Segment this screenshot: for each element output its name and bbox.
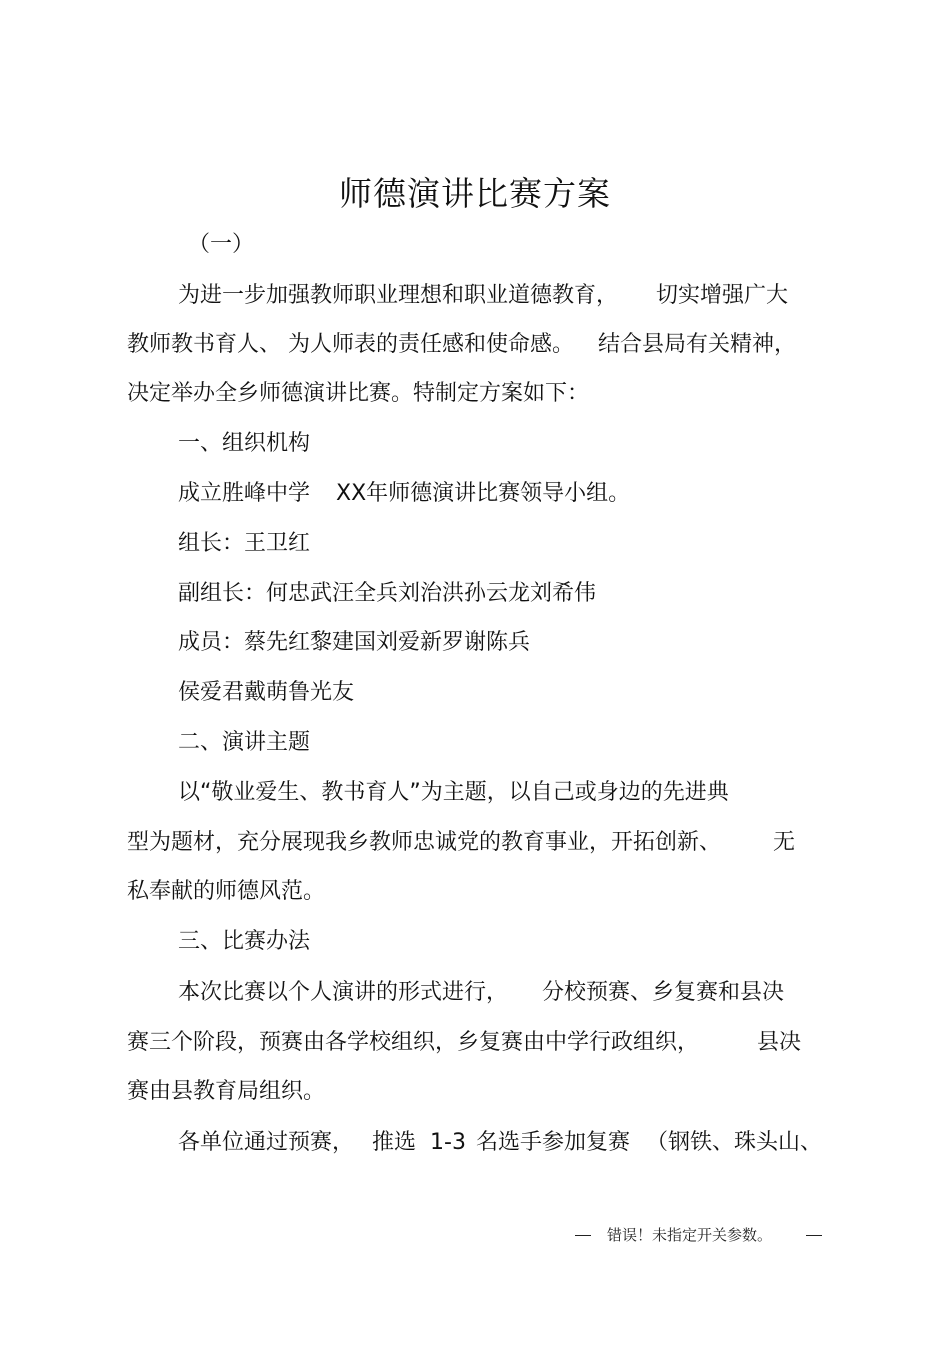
selection-paragraph-line: 各单位通过预赛， 推选 1-3 名选手参加复赛 （钢铁、珠头山、 <box>178 1130 822 1155</box>
theme-paragraph-line-2: 型为题材，充分展现我乡教师忠诚党的教育事业，开拓创新、 无 <box>127 830 796 855</box>
method-paragraph-line-3: 赛由县教育局组织。 <box>127 1079 326 1104</box>
footer-text: 错误！未指定开关参数。 <box>607 1226 773 1244</box>
section-heading-theme: 二、演讲主题 <box>178 730 311 755</box>
theme-paragraph-line-1: 以“敬业爱生、教书育人”为主题，以自己或身边的先进典 <box>178 780 729 805</box>
theme-paragraph-line-3: 私奉献的师德风范。 <box>127 879 326 904</box>
section-number: （一） <box>188 232 255 257</box>
method-paragraph-line-2: 赛三个阶段，预赛由各学校组织，乡复赛由中学行政组织， 县决 <box>127 1030 802 1055</box>
footer-dash-right <box>806 1235 822 1236</box>
section-heading-method: 三、比赛办法 <box>178 929 311 954</box>
page-footer <box>575 1224 822 1246</box>
members-line-1: 成员：蔡先红黎建国刘爱新罗谢陈兵 <box>178 630 531 655</box>
intro-paragraph-line-2: 教师教书育人、 为人师表的责任感和使命感。 结合县局有关精神， <box>127 332 797 357</box>
organization-line: 成立胜峰中学 XX年师德演讲比赛领导小组。 <box>178 481 631 506</box>
method-paragraph-line-1: 本次比赛以个人演讲的形式进行， 分校预赛、乡复赛和县决 <box>178 980 785 1005</box>
intro-paragraph-line-1: 为进一步加强教师职业理想和职业道德教育， 切实增强广大 <box>178 283 789 308</box>
footer-dash-left <box>575 1235 591 1236</box>
intro-paragraph-line-3: 决定举办全乡师德演讲比赛。特制定方案如下： <box>127 381 590 406</box>
vice-leaders-line: 副组长：何忠武汪全兵刘治洪孙云龙刘希伟 <box>178 581 597 606</box>
leader-line: 组长：王卫红 <box>178 531 311 556</box>
section-heading-organization: 一、组织机构 <box>178 431 311 456</box>
document-title: 师德演讲比赛方案 <box>339 174 611 213</box>
members-line-2: 侯爱君戴萌鲁光友 <box>178 680 355 705</box>
